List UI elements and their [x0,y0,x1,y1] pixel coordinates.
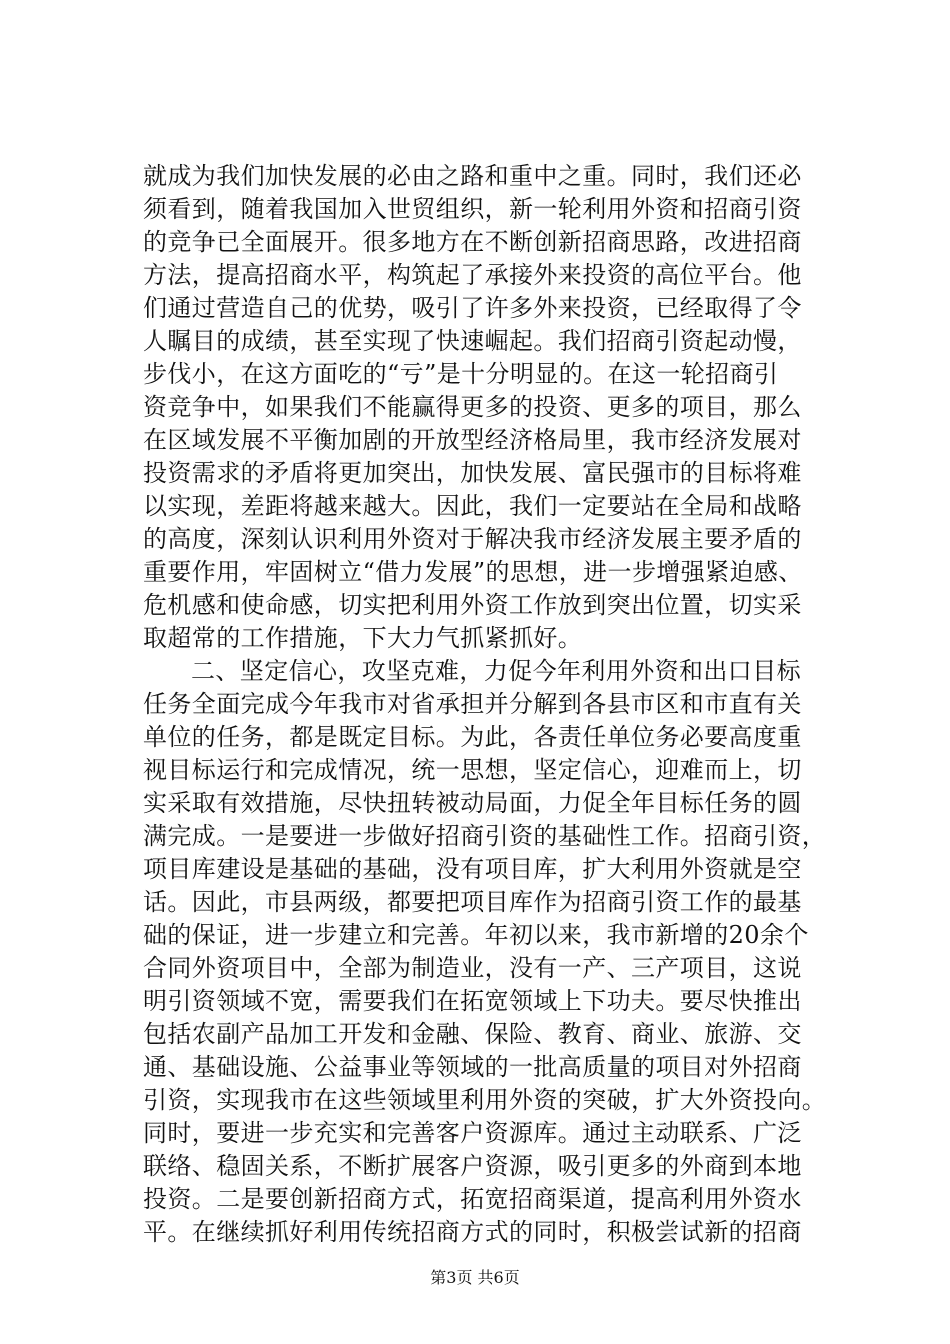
text-line: 投资。二是要创新招商方式，拓宽招商渠道，提高利用外资水 [143,1185,802,1213]
text-line: 单位的任务，都是既定目标。为此，各责任单位务必要高度重 [143,723,802,751]
text-line: 话。因此，市县两级，都要把项目库作为招商引资工作的最基 [143,888,802,916]
text-line: 就成为我们加快发展的必由之路和重中之重。同时，我们还必 [143,162,802,190]
text-line: 实采取有效措施，尽快扭转被动局面，力促全年目标任务的圆 [143,789,802,817]
text-line: 投资需求的矛盾将更加突出，加快发展、富民强市的目标将难 [143,459,802,487]
text-line: 合同外资项目中，全部为制造业，没有一产、三产项目，这说 [143,954,802,982]
text-line: 明引资领域不宽，需要我们在拓宽领域上下功夫。要尽快推出 [143,987,802,1015]
text-line: 步伐小，在这方面吃的“亏”是十分明显的。在这一轮招商引 [143,360,779,388]
paragraph-start-line: 二、坚定信心，攻坚克难，力促今年利用外资和出口目标 [191,657,801,685]
text-line: 们通过营造自己的优势，吸引了许多外来投资，已经取得了令 [143,294,802,322]
text-line: 引资，实现我市在这些领域里利用外资的突破，扩大外资投向。 [143,1086,827,1114]
text-line: 项目库建设是基础的基础，没有项目库，扩大利用外资就是空 [143,855,802,883]
body-text [143,160,843,1249]
text-line: 重要作用，牢固树立“借力发展”的思想，进一步增强紧迫感、 [143,558,803,586]
text-line: 的竞争已全面展开。很多地方在不断创新招商思路，改进招商 [143,228,802,256]
text-line: 满完成。一是要进一步做好招商引资的基础性工作。招商引资， [143,822,827,850]
text-line: 须看到，随着我国加入世贸组织，新一轮利用外资和招商引资 [143,195,802,223]
text-line: 任务全面完成今年我市对省承担并分解到各县市区和市直有关 [143,690,802,718]
text-line: 联络、稳固关系，不断扩展客户资源，吸引更多的外商到本地 [143,1152,802,1180]
text-line: 以实现，差距将越来越大。因此，我们一定要站在全局和战略 [143,492,802,520]
page-number-footer: 第3页 共6页 [430,1268,520,1287]
text-line: 危机感和使命感，切实把利用外资工作放到突出位置，切实采 [143,591,802,619]
text-line: 通、基础设施、公益事业等领域的一批高质量的项目对外招商 [143,1053,802,1081]
text-line: 础的保证，进一步建立和完善。年初以来，我市新增的20余个 [143,921,809,949]
text-line: 方法，提高招商水平，构筑起了承接外来投资的高位平台。他 [143,261,802,289]
text-line: 取超常的工作措施，下大力气抓紧抓好。 [143,624,583,652]
text-line: 同时，要进一步充实和完善客户资源库。通过主动联系、广泛 [143,1119,802,1147]
text-line: 平。在继续抓好利用传统招商方式的同时，积极尝试新的招商 [143,1218,802,1246]
text-line: 包括农副产品加工开发和金融、保险、教育、商业、旅游、交 [143,1020,802,1048]
text-line: 视目标运行和完成情况，统一思想，坚定信心，迎难而上，切 [143,756,802,784]
text-line: 在区域发展不平衡加剧的开放型经济格局里，我市经济发展对 [143,426,802,454]
text-line: 的高度，深刻认识利用外资对于解决我市经济发展主要矛盾的 [143,525,802,553]
text-line: 资竞争中，如果我们不能赢得更多的投资、更多的项目，那么 [143,393,802,421]
text-line: 人瞩目的成绩，甚至实现了快速崛起。我们招商引资起动慢， [143,327,802,355]
